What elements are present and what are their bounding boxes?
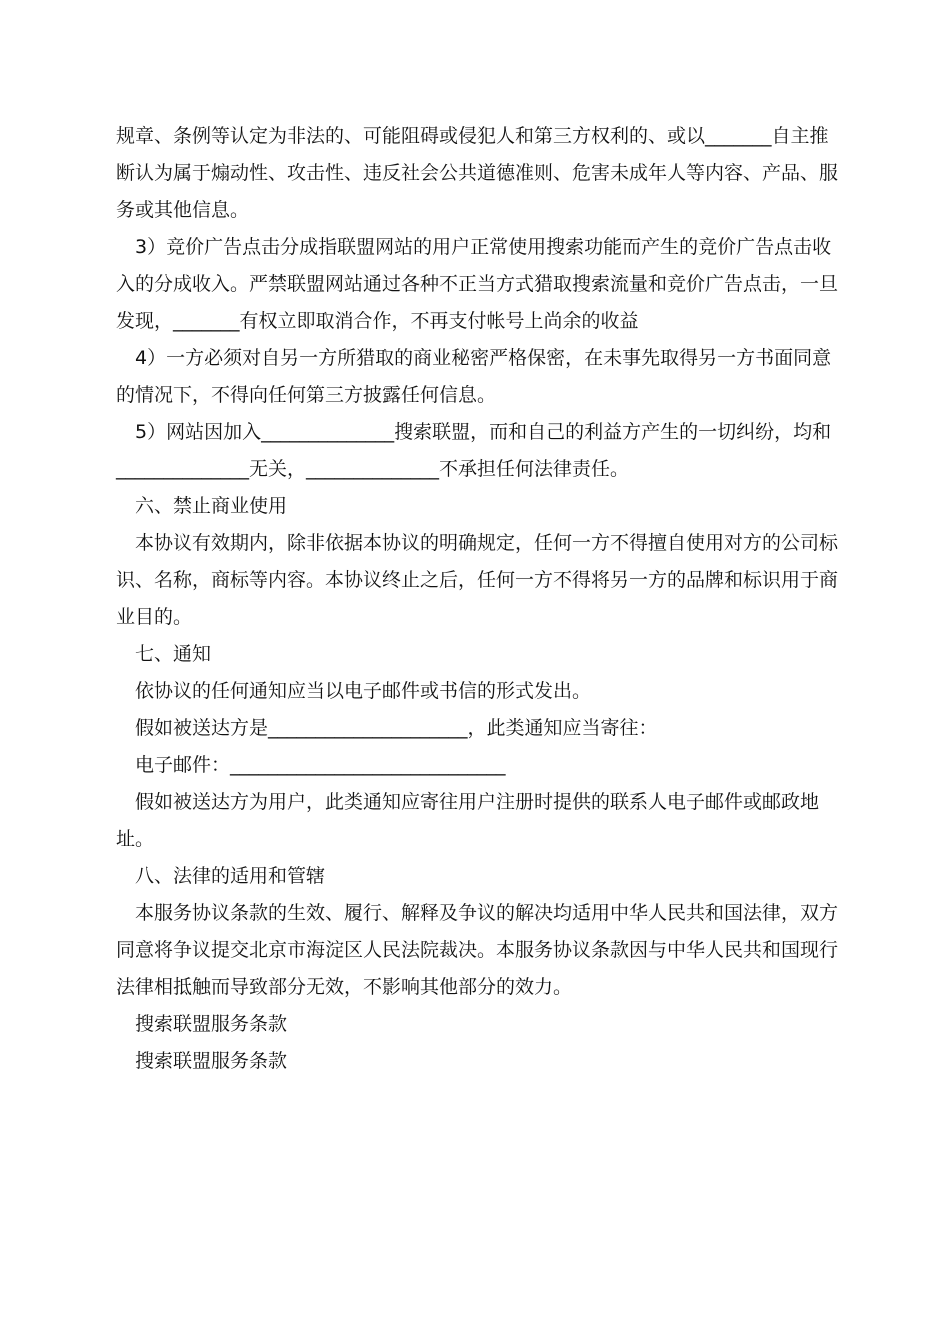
section-heading-commercial-use: 六、禁止商业使用	[135, 495, 288, 517]
document-page	[116, 118, 840, 1080]
paragraph-clause-3-bidding-ad-revenue: 3）竞价广告点击分成指联盟网站的用户正常使用搜索功能而产生的竞价广告点击收入的分成收入。严禁联盟网站通过各种不正当方式猎取搜索流量和竞价广告点击，一旦发现，_______有权立即取消合作，不再支付帐号上尚余的收益	[116, 236, 839, 332]
section-heading-notice: 七、通知	[135, 643, 212, 665]
paragraph-notice-form: 依协议的任何通知应当以电子邮件或书信的形式发出。	[135, 680, 592, 702]
paragraph-clause-5-disputes: 5）网站因加入______________搜索联盟，而和自己的利益方产生的一切纠纷，均和______________无关，______________不承担任何法律责任。	[116, 421, 832, 480]
paragraph-notice-recipient: 假如被送达方是_____________________，此类通知应当寄往：	[135, 717, 658, 739]
paragraph-notice-email: 电子邮件：_____________________________	[135, 754, 506, 776]
paragraph-clause-4-confidentiality: 4）一方必须对自另一方所猎取的商业秘密严格保密，在未事先取得另一方书面同意的情况下，不得向任何第三方披露任何信息。	[116, 347, 832, 406]
paragraph-commercial-use: 本协议有效期内，除非依据本协议的明确规定，任何一方不得擅自使用对方的公司标识、名称，商标等内容。本协议终止之后，任何一方不得将另一方的品牌和标识用于商业目的。	[116, 532, 839, 628]
paragraph-notice-user: 假如被送达方为用户，此类通知应寄往用户注册时提供的联系人电子邮件或邮政地址。	[116, 791, 820, 850]
trailing-title-1: 搜索联盟服务条款	[135, 1013, 288, 1035]
paragraph-law-jurisdiction: 本服务协议条款的生效、履行、解释及争议的解决均适用中华人民共和国法律，双方同意将争议提交北京市海淀区人民法院裁决。本服务协议条款因与中华人民共和国现行法律相抵触而导致部分无效，不影响其他部分的效力。	[116, 902, 839, 998]
paragraph-prohibited-content-continued: 规章、条例等认定为非法的、可能阻碍或侵犯人和第三方权利的、或以_______自主推断认为属于煽动性、攻击性、违反社会公共道德准则、危害未成年人等内容、产品、服务或其他信息。	[116, 125, 839, 221]
trailing-title-2: 搜索联盟服务条款	[135, 1050, 288, 1072]
section-heading-law-jurisdiction: 八、法律的适用和管辖	[135, 865, 326, 887]
